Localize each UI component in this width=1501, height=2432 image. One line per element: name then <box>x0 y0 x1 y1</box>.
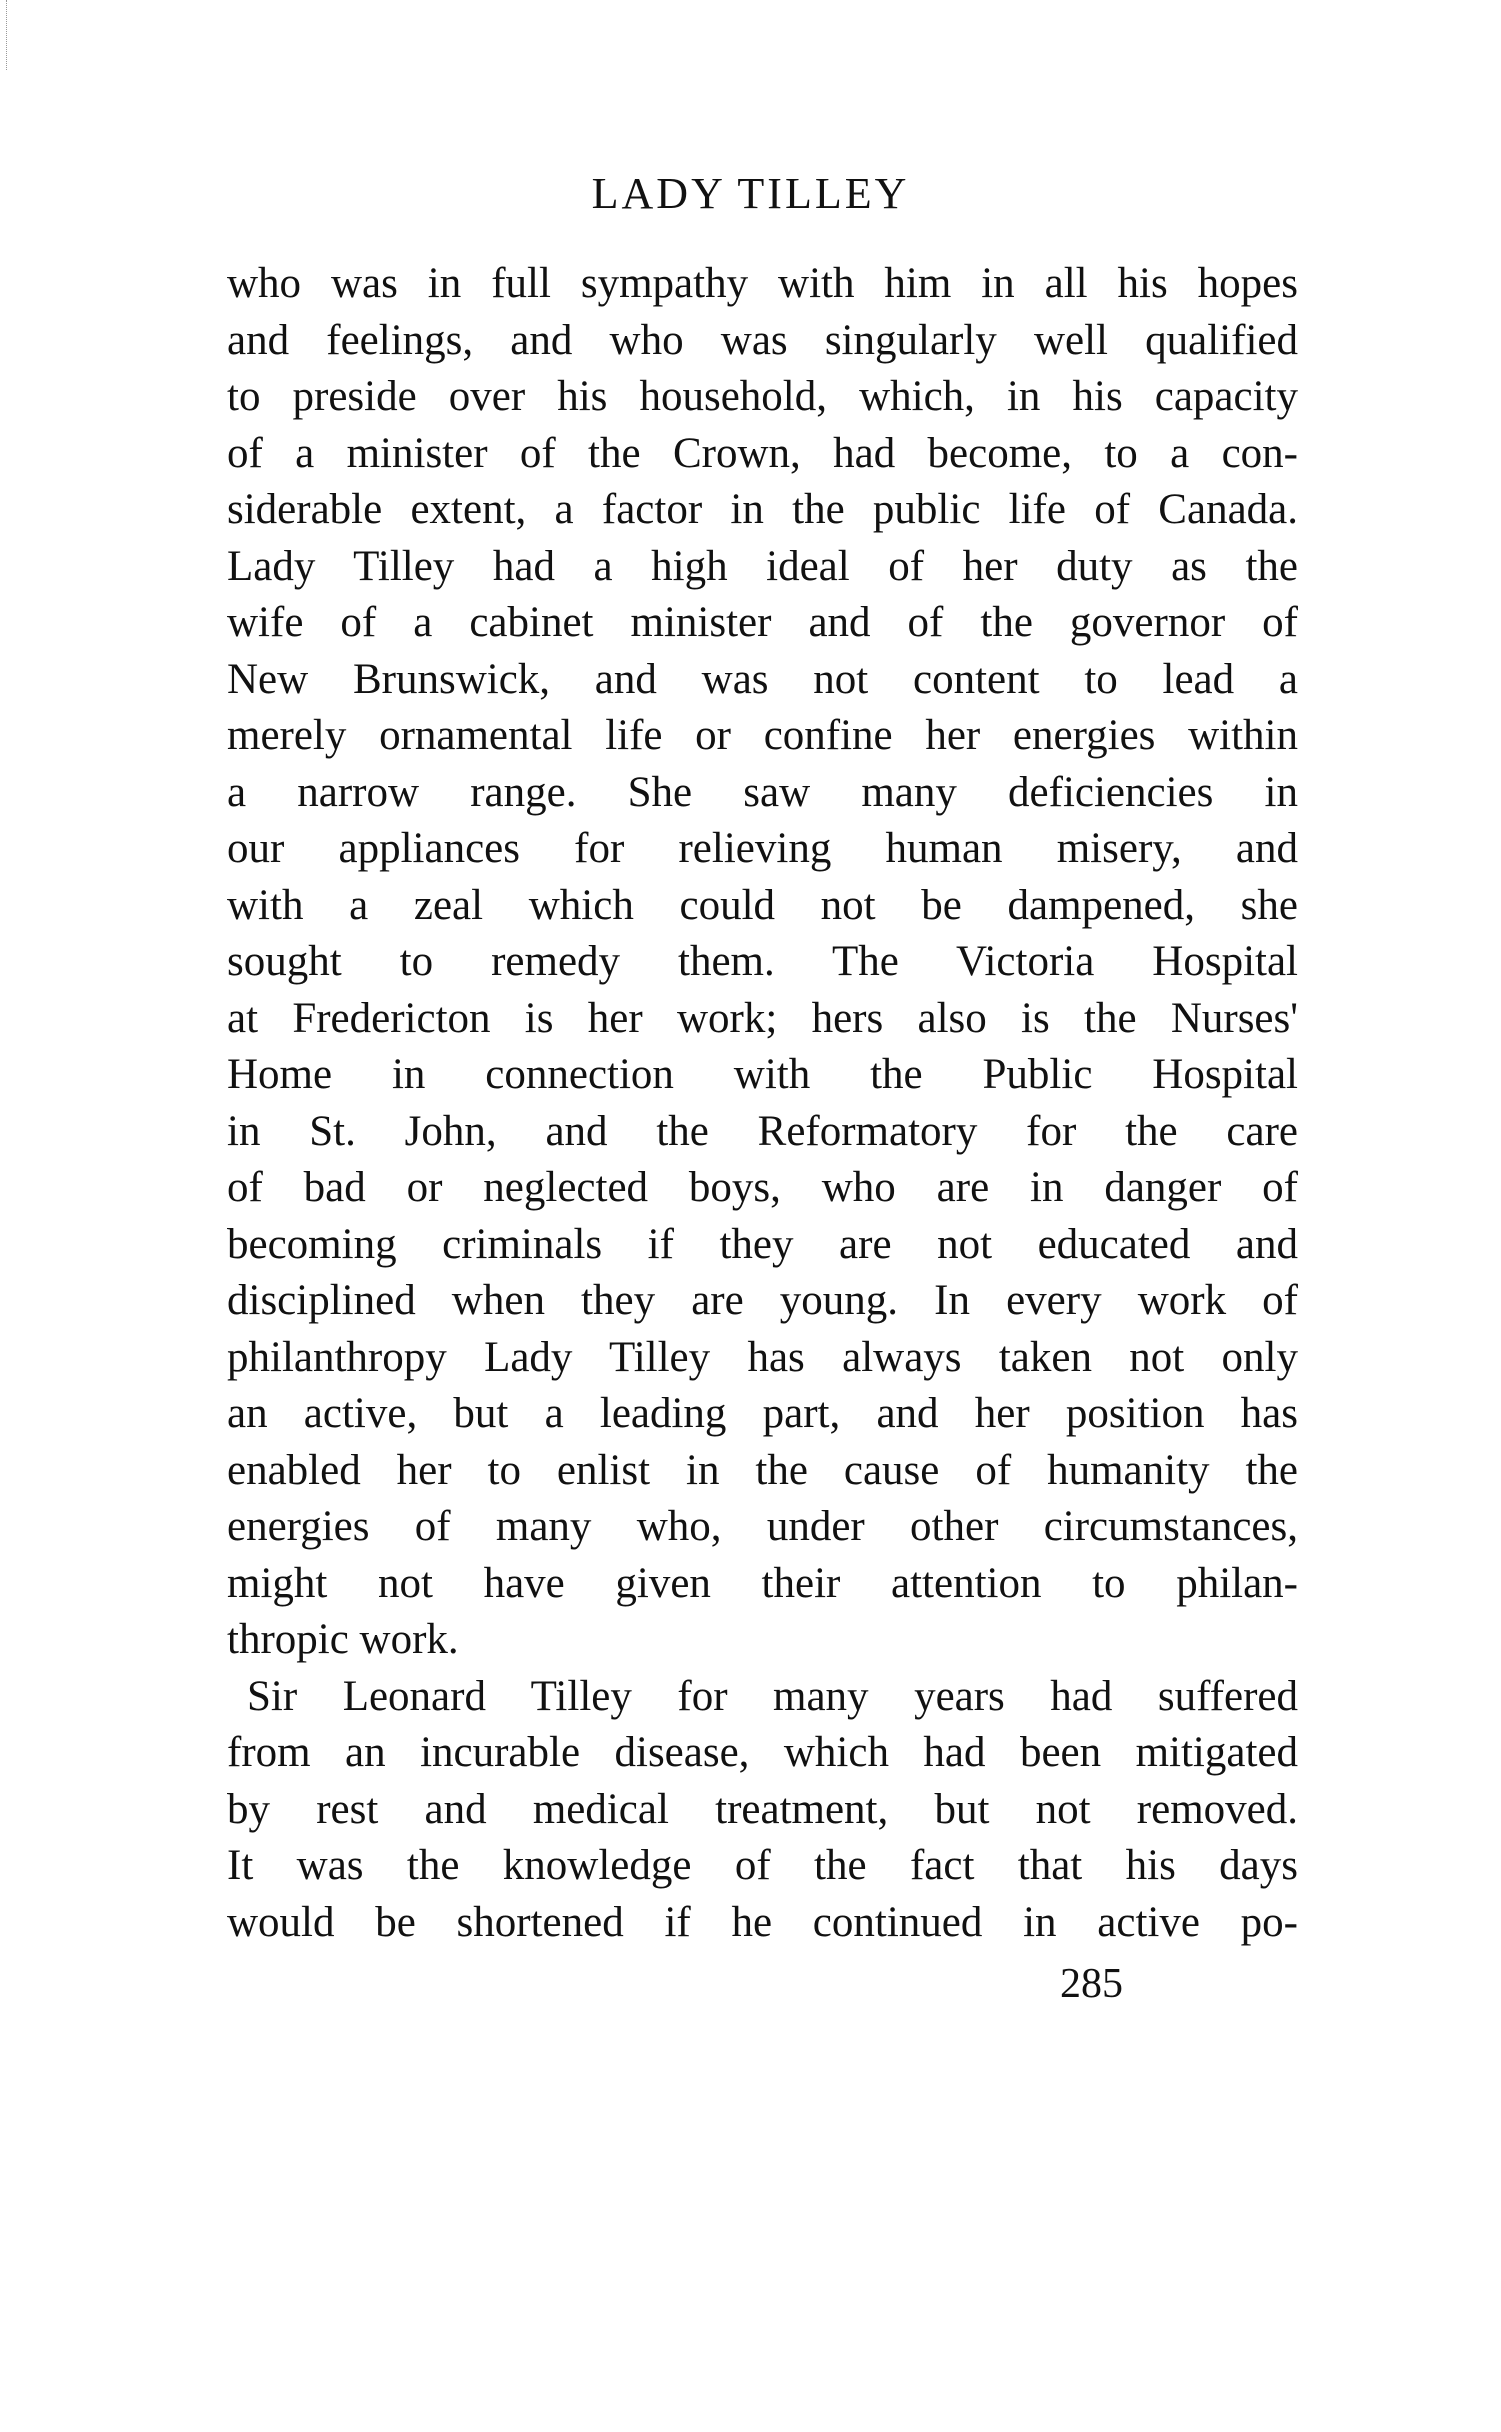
text-line: and feelings, and who was singularly well qualified <box>227 316 1298 364</box>
text-line: Home in connection with the Public Hospital <box>227 1051 1298 1098</box>
text-line: thropic work. <box>227 1616 459 1663</box>
scan-edge-mark <box>6 0 8 70</box>
text-line: a narrow range. She saw many deficiencies in <box>227 768 1298 816</box>
text-line: merely ornamental life or confine her energies within <box>227 712 1298 759</box>
text-line: might not have given their attention to philan- <box>227 1559 1298 1607</box>
text-line: wife of a cabinet minister and of the governor of <box>227 599 1298 646</box>
text-line: an active, but a leading part, and her position has <box>227 1390 1298 1437</box>
text-line: energies of many who, under other circumstances, <box>227 1503 1298 1550</box>
text-line: from an incurable disease, which had been mitigated <box>227 1729 1298 1776</box>
text-line: would be shortened if he continued in active po- <box>227 1898 1298 1946</box>
text-line: Lady Tilley had a high ideal of her duty as the <box>227 542 1298 590</box>
running-header: LADY TILLEY <box>591 169 910 218</box>
text-line: Sir Leonard Tilley for many years had suffered <box>247 1672 1298 1720</box>
text-line: It was the knowledge of the fact that his days <box>227 1842 1298 1889</box>
text-line: in St. John, and the Reformatory for the care <box>227 1107 1298 1155</box>
text-line: siderable extent, a factor in the public life of Canada. <box>227 486 1298 533</box>
text-line: enabled her to enlist in the cause of humanity the <box>227 1446 1298 1494</box>
text-line: with a zeal which could not be dampened, she <box>227 881 1298 929</box>
text-line: at Fredericton is her work; hers also is the Nurses' <box>227 994 1298 1042</box>
text-line: becoming criminals if they are not educated and <box>227 1220 1298 1268</box>
text-line: who was in full sympathy with him in all his hopes <box>227 260 1298 307</box>
text-line: our appliances for relieving human misery, and <box>227 825 1298 872</box>
text-line: sought to remedy them. The Victoria Hospital <box>227 938 1298 985</box>
text-line: of bad or neglected boys, who are in danger of <box>227 1164 1298 1211</box>
page-body <box>227 256 1298 1951</box>
text-line: philanthropy Lady Tilley has always taken not only <box>227 1333 1298 1381</box>
text-line: of a minister of the Crown, had become, to a con- <box>227 429 1298 477</box>
text-line: by rest and medical treatment, but not removed. <box>227 1785 1298 1833</box>
text-line: disciplined when they are young. In every work of <box>227 1277 1298 1324</box>
page-number: 285 <box>1060 1961 1123 2007</box>
text-line: New Brunswick, and was not content to lead a <box>227 655 1298 703</box>
text-line: to preside over his household, which, in his capacity <box>227 373 1298 420</box>
